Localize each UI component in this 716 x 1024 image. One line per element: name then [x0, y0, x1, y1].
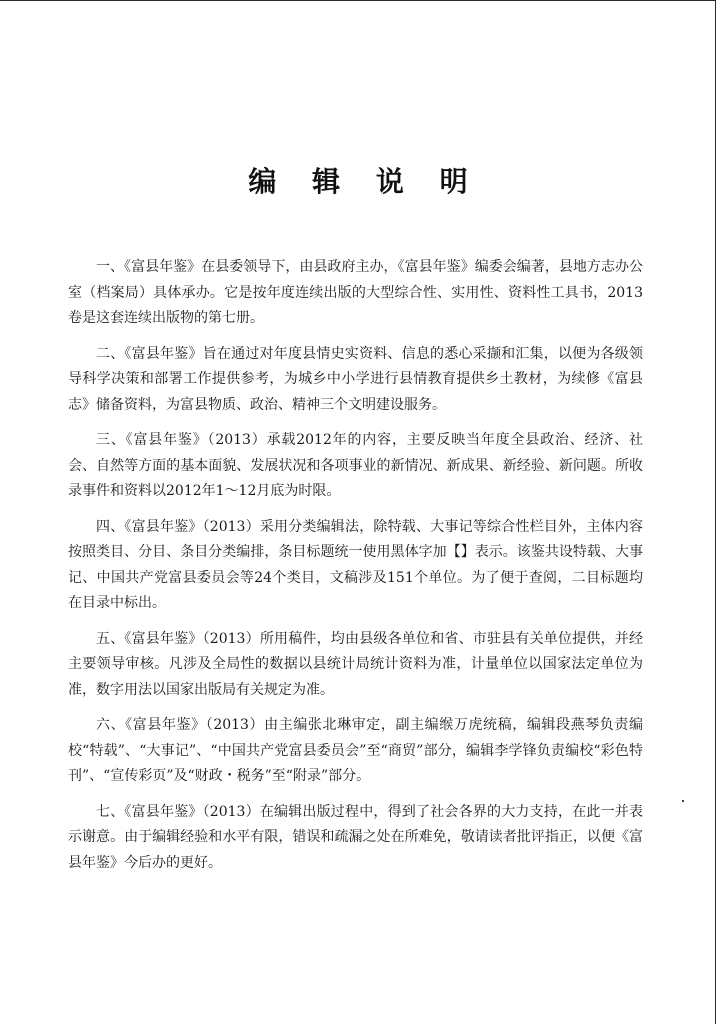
- page-title: 编 辑 说 明: [248, 165, 481, 198]
- body-text: [68, 255, 643, 886]
- paragraph-3: 三、《富县年鉴》（2013）承载2012年的内容，主要反映当年度全县政治、经济、社会、自然等方面的基本面貌、发展状况和各项事业的新情况、新成果、新经验、新问题。所收录事件和资料以2012年1～12月底为时限。: [68, 432, 643, 499]
- paragraph-5: 五、《富县年鉴》（2013）所用稿件，均由县级各单位和省、市驻县有关单位提供，并经主要领导审核。凡涉及全局性的数据以县统计局统计资料为准，计量单位以国家法定单位为准，数字用法以国家出版局有关规定为准。: [68, 630, 643, 698]
- paragraph-4: 四、《富县年鉴》（2013）采用分类编辑法，除特载、大事记等综合性栏目外，主体内容按照类目、分目、条目分类编排，条目标题统一使用黑体字加【】表示。该鉴共设特载、大事记、中国共产党富县委员会等24个类目，文稿涉及151个单位。为了便于查阅，二目标题均在目录中标出。: [68, 518, 643, 611]
- paragraph-1: 一、《富县年鉴》在县委领导下，由县政府主办，《富县年鉴》编委会编著，县地方志办公室（档案局）具体承办。它是按年度连续出版的大型综合性、实用性、资料性工具书，2013卷是这套连续出版物的第七册。: [68, 259, 643, 326]
- paragraph-2: 二、《富县年鉴》旨在通过对年度县情史实资料、信息的悉心采撷和汇集，以便为各级领导科学决策和部署工作提供参考，为城乡中小学进行县情教育提供乡土教材，为续修《富县志》储备资料，为富县物质、政治、精神三个文明建设服务。: [68, 345, 643, 413]
- paragraph-7: 七、《富县年鉴》（2013）在编辑出版过程中，得到了社会各界的大力支持，在此一并表示谢意。由于编辑经验和水平有限，错误和疏漏之处在所难免，敬请读者批评指正，以便《富县年鉴》今后办的更好。: [68, 803, 643, 871]
- scan-speck: [682, 800, 684, 802]
- top-border-line: [0, 0, 716, 1]
- paragraph-6: 六、《富县年鉴》（2013）由主编张北琳审定，副主编缑万虎统稿，编辑段燕琴负责编校“特载”、“大事记”、“中国共产党富县委员会”至“商贸”部分，编辑李学锋负责编校“彩色特刊”、“宣传彩页”及“财政・税务”至“附录”部分。: [68, 717, 643, 784]
